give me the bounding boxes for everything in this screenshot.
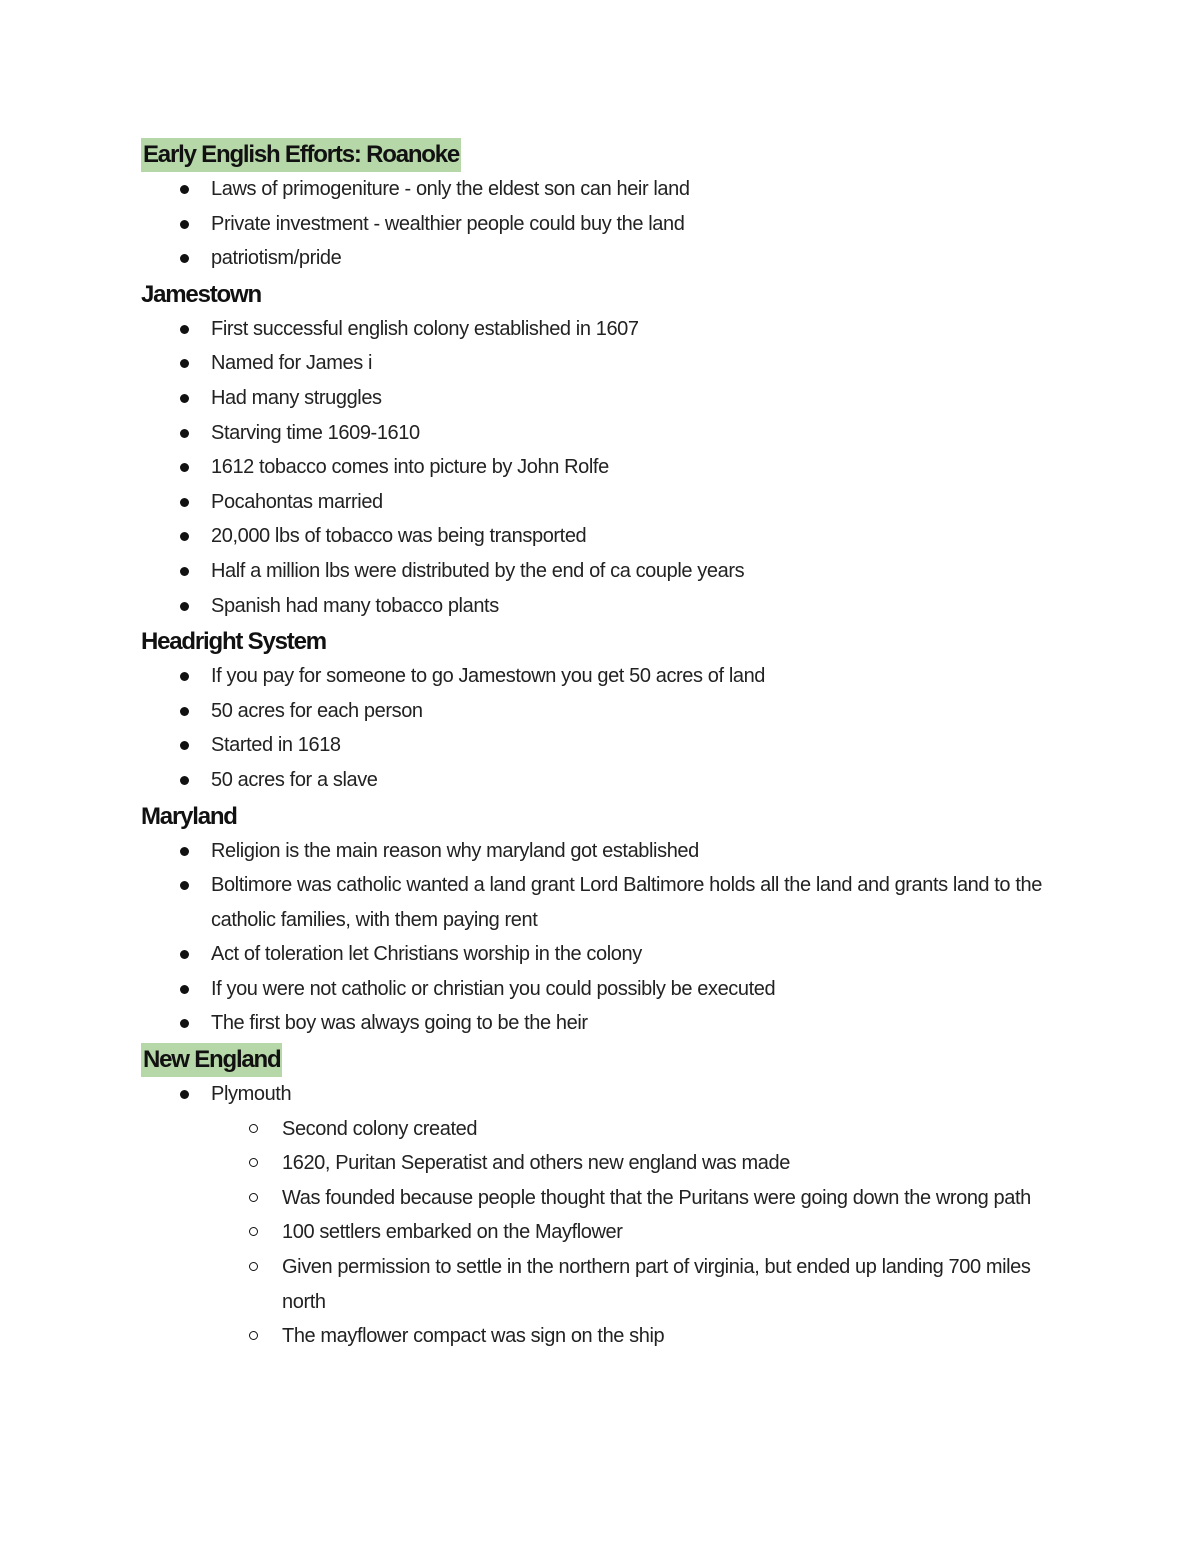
bullet-icon xyxy=(180,254,189,263)
list-item: Started in 1618 xyxy=(141,728,1051,763)
heading-text: Maryland xyxy=(141,802,237,830)
circle-bullet-icon xyxy=(249,1193,258,1202)
sub-list-item: Was founded because people thought that the Puritans were going down the wrong path xyxy=(211,1181,1051,1216)
circle-bullet-icon xyxy=(249,1227,258,1236)
bullet-icon xyxy=(180,881,189,890)
bullet-icon xyxy=(180,532,189,541)
bullet-list-maryland xyxy=(141,834,1051,1042)
bullet-icon xyxy=(180,776,189,785)
circle-bullet-icon xyxy=(249,1158,258,1167)
bullet-list-jamestown xyxy=(141,312,1051,623)
list-item: If you were not catholic or christian you could possibly be executed xyxy=(141,972,1051,1007)
heading-text: Early English Efforts: Roanoke xyxy=(141,138,461,172)
bullet-icon xyxy=(180,567,189,576)
list-item: 50 acres for each person xyxy=(141,694,1051,729)
bullet-icon xyxy=(180,394,189,403)
sub-list-item: Second colony created xyxy=(211,1112,1051,1147)
bullet-list-headright-system xyxy=(141,659,1051,797)
list-item: Half a million lbs were distributed by the end of ca couple years xyxy=(141,554,1051,589)
bullet-icon xyxy=(180,185,189,194)
list-item: 20,000 lbs of tobacco was being transported xyxy=(141,519,1051,554)
list-item: Plymouth xyxy=(141,1077,1051,1112)
heading-text: New England xyxy=(141,1043,282,1077)
bullet-icon xyxy=(180,463,189,472)
list-item: Spanish had many tobacco plants xyxy=(141,589,1051,624)
bullet-list-roanoke xyxy=(141,172,1051,276)
bullet-icon xyxy=(180,672,189,681)
bullet-icon xyxy=(180,1090,189,1099)
list-item: Starving time 1609-1610 xyxy=(141,416,1051,451)
sub-list-item: 100 settlers embarked on the Mayflower xyxy=(211,1215,1051,1250)
sub-list-item: The mayflower compact was sign on the ship xyxy=(211,1319,1051,1354)
list-item: 1612 tobacco comes into picture by John Rolfe xyxy=(141,450,1051,485)
list-item: Act of toleration let Christians worship in the colony xyxy=(141,937,1051,972)
bullet-icon xyxy=(180,950,189,959)
list-item: patriotism/pride xyxy=(141,241,1051,276)
bullet-icon xyxy=(180,359,189,368)
list-item: The first boy was always going to be the heir xyxy=(141,1006,1051,1041)
bullet-icon xyxy=(180,741,189,750)
circle-bullet-icon xyxy=(249,1262,258,1271)
list-item: First successful english colony established in 1607 xyxy=(141,312,1051,347)
sublist-wrapper xyxy=(141,1112,1051,1354)
heading-text: Jamestown xyxy=(141,280,261,308)
bullet-icon xyxy=(180,429,189,438)
sub-bullet-list-plymouth xyxy=(211,1112,1051,1354)
bullet-icon xyxy=(180,602,189,611)
list-item: Religion is the main reason why maryland got established xyxy=(141,834,1051,869)
section-heading-maryland xyxy=(141,800,1051,834)
sub-list-item: Given permission to settle in the northern part of virginia, but ended up landing 700 miles north xyxy=(211,1250,1051,1319)
list-item: Laws of primogeniture - only the eldest son can heir land xyxy=(141,172,1051,207)
bullet-icon xyxy=(180,985,189,994)
bullet-icon xyxy=(180,325,189,334)
list-item: Named for James i xyxy=(141,346,1051,381)
circle-bullet-icon xyxy=(249,1124,258,1133)
bullet-list-new-england xyxy=(141,1077,1051,1112)
heading-text: Headright System xyxy=(141,628,326,656)
bullet-icon xyxy=(180,847,189,856)
list-item: Had many struggles xyxy=(141,381,1051,416)
section-heading-headright-system xyxy=(141,625,1051,659)
bullet-icon xyxy=(180,1019,189,1028)
document-page xyxy=(141,138,1051,1354)
list-item: Pocahontas married xyxy=(141,485,1051,520)
sub-list-item: 1620, Puritan Seperatist and others new england was made xyxy=(211,1146,1051,1181)
list-item: Private investment - wealthier people could buy the land xyxy=(141,207,1051,242)
bullet-icon xyxy=(180,220,189,229)
list-item: 50 acres for a slave xyxy=(141,763,1051,798)
list-item: If you pay for someone to go Jamestown you get 50 acres of land xyxy=(141,659,1051,694)
section-heading-new-england xyxy=(141,1043,1051,1077)
circle-bullet-icon xyxy=(249,1331,258,1340)
section-heading-jamestown xyxy=(141,278,1051,312)
section-heading-roanoke xyxy=(141,138,1051,172)
bullet-icon xyxy=(180,707,189,716)
list-item: Boltimore was catholic wanted a land grant Lord Baltimore holds all the land and grants land to the catholic families, with them paying rent xyxy=(141,868,1051,937)
bullet-icon xyxy=(180,498,189,507)
